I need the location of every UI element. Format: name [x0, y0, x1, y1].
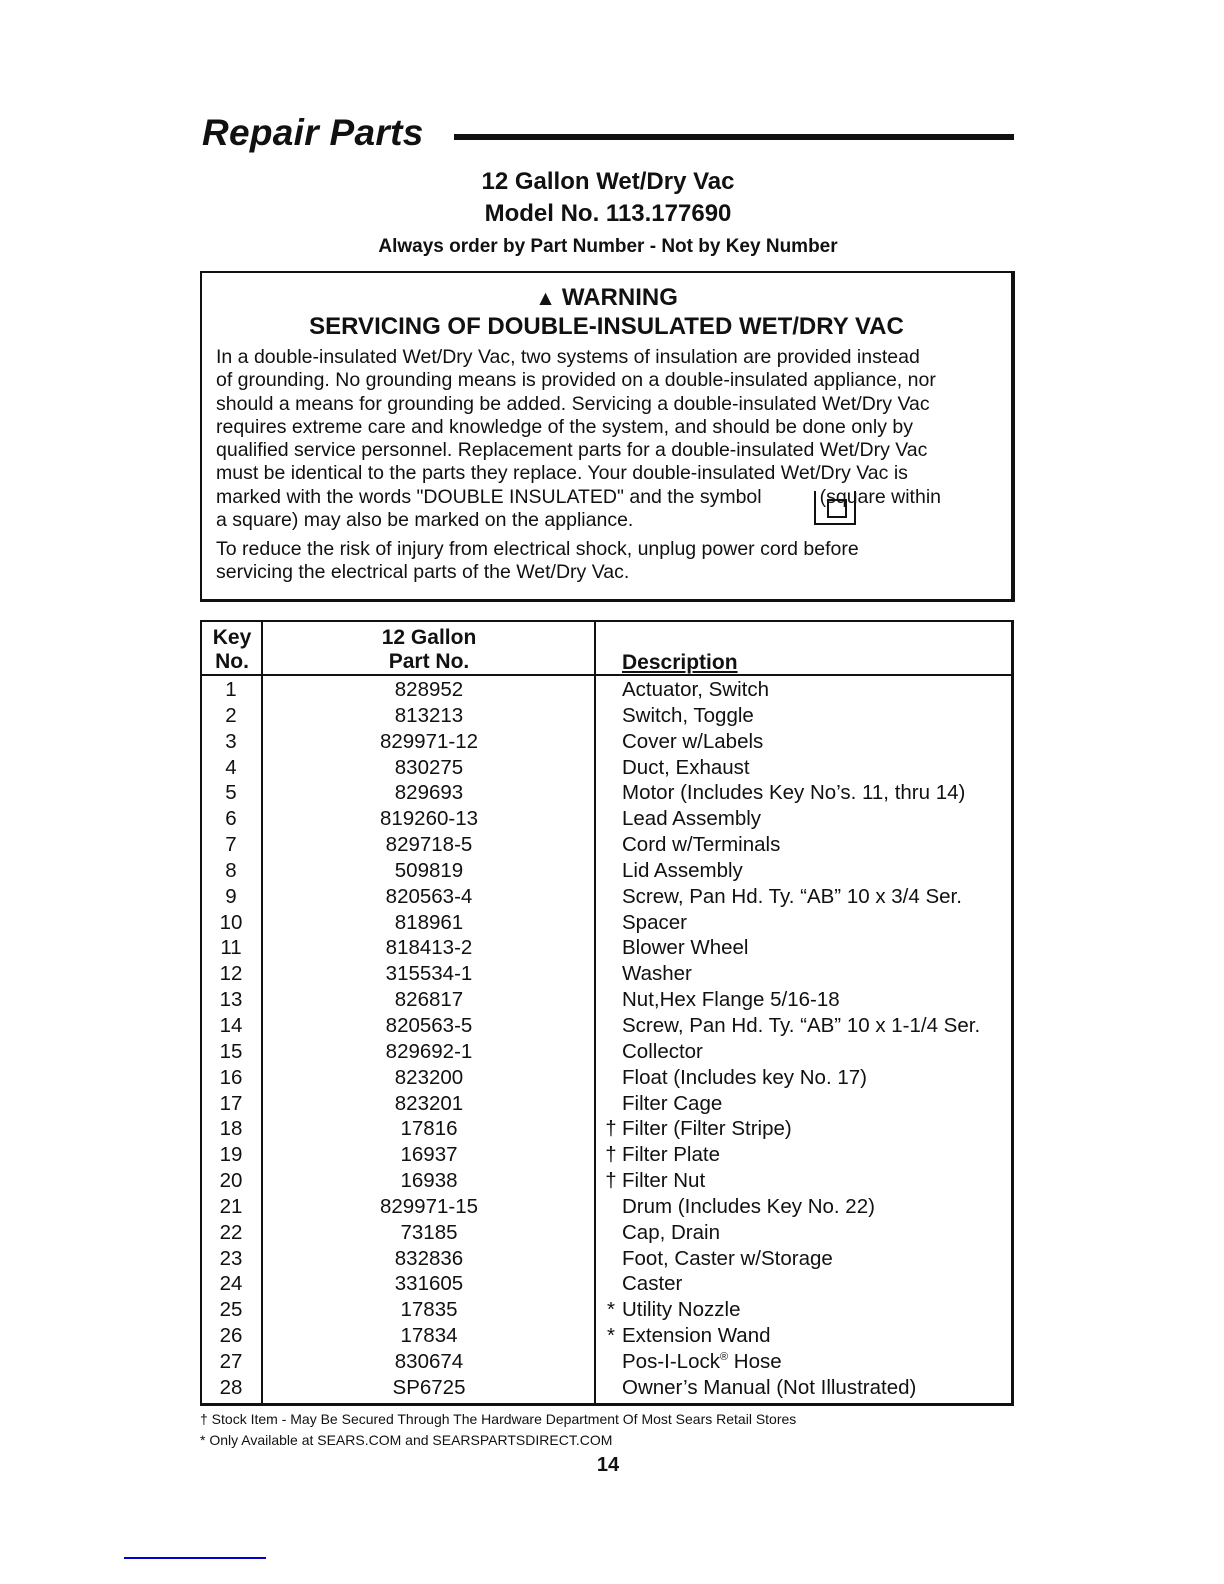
cell-description-text: Screw, Pan Hd. Ty. “AB” 10 x 1-1/4 Ser. [622, 1013, 981, 1037]
cell-part-number: 818961 [394, 910, 464, 934]
table-row [202, 1013, 1011, 1039]
cell-description [622, 1349, 782, 1375]
cell-key: 14 [219, 1013, 243, 1037]
cell-description-text: Filter Nut [622, 1169, 706, 1193]
table-row [202, 910, 1011, 936]
table-row [202, 1297, 1011, 1323]
warning-subtitle: SERVICING OF DOUBLE-INSULATED WET/DRY VAC [309, 313, 904, 340]
cell-description-text: Motor (Includes Key No’s. 11, thru 14) [622, 781, 966, 805]
cell-part-number: 829718-5 [385, 833, 473, 857]
warning-line-symbol [216, 486, 1006, 509]
cell-description-text: Nut,Hex Flange 5/16-18 [622, 988, 840, 1012]
cell-description [622, 755, 750, 781]
cell-description [622, 1116, 792, 1142]
cell-part-number: 16938 [400, 1169, 458, 1193]
cell-part-number: 823201 [394, 1091, 464, 1115]
cell-description-text: Lead Assembly [622, 807, 762, 831]
footnote-stock: † Stock Item - May Be Secured Through The Hardware Department Of Most Sears Retail Stores [200, 1411, 797, 1427]
cell-key: 10 [219, 910, 243, 934]
header-key-line1: Key [212, 626, 252, 649]
warning-line: To reduce the risk of injury from electrical shock, unplug power cord before [216, 538, 859, 560]
cell-key: 25 [219, 1298, 243, 1322]
cell-key: 27 [219, 1349, 243, 1373]
table-row [202, 961, 1011, 987]
cell-part-number: SP6725 [392, 1375, 466, 1399]
cell-key: 22 [219, 1220, 243, 1244]
cell-part-number: 829971-12 [379, 729, 479, 753]
warning-line: servicing the electrical parts of the Wet/Dry Vac. [216, 561, 630, 584]
cell-description [622, 780, 965, 806]
table-row [202, 729, 1011, 755]
warning-line: should a means for grounding be added. Servicing a double-insulated Wet/Dry Vac [216, 392, 930, 415]
warning-line: In a double-insulated Wet/Dry Vac, two systems of insulation are provided instead [216, 346, 920, 368]
warning-line: a square) may also be marked on the appliance. [216, 509, 634, 532]
cell-key: 11 [220, 936, 242, 960]
warning-box [200, 271, 1015, 602]
model-number: Model No. 113.177690 [484, 200, 732, 227]
cell-key: 28 [219, 1375, 243, 1399]
warning-line-part: (square within [819, 485, 941, 508]
cell-part-number: 16937 [400, 1143, 458, 1167]
warning-body [216, 346, 1006, 532]
cell-key: 15 [219, 1039, 243, 1063]
page-number: 14 [596, 1454, 620, 1476]
warning-triangle-icon: ▲ [535, 287, 556, 310]
cell-description [622, 1220, 720, 1246]
table-row [202, 832, 1011, 858]
cell-description-text: Blower Wheel [622, 936, 749, 960]
header-part [264, 626, 594, 674]
cell-description-text: Screw, Pan Hd. Ty. “AB” 10 x 3/4 Ser. [622, 884, 962, 908]
cell-part-number: 813213 [394, 703, 464, 727]
cell-description-text: Cord w/Terminals [622, 833, 781, 857]
cell-part-number: 820563-4 [385, 884, 473, 908]
cell-part-number: 17816 [400, 1117, 458, 1141]
double-insulated-symbol [814, 491, 856, 525]
cell-description [622, 1246, 833, 1272]
table-row [202, 1039, 1011, 1065]
table-row [202, 703, 1011, 729]
parts-table [200, 620, 1014, 1406]
cell-description [622, 1142, 720, 1168]
cell-description [622, 1091, 722, 1117]
cell-description-text: Owner’s Manual (Not Illustrated) [622, 1375, 917, 1399]
table-row [202, 1065, 1011, 1091]
cell-description [622, 1168, 705, 1194]
cell-description [622, 910, 687, 936]
cell-description [622, 1194, 875, 1220]
table-row [202, 1349, 1011, 1375]
cell-part-number: 17834 [400, 1324, 458, 1348]
cell-description [622, 1039, 703, 1065]
cell-key: 3 [225, 729, 237, 753]
cell-description [622, 1065, 867, 1091]
table-row [202, 780, 1011, 806]
cell-description [622, 806, 761, 832]
cell-description-text: Lid Assembly [622, 858, 743, 882]
cell-key: 16 [219, 1065, 243, 1089]
cell-description-text: Switch, Toggle [622, 703, 754, 727]
cell-description [622, 832, 780, 858]
cell-description [622, 1271, 682, 1297]
cell-footnote-mark: † [605, 1143, 617, 1167]
warning-line: qualified service personnel. Replacement parts for a double-insulated Wet/Dry Vac [216, 439, 928, 462]
cell-part-number: 331605 [394, 1272, 464, 1296]
cell-description-text: Extension Wand [622, 1324, 771, 1348]
table-row [202, 806, 1011, 832]
title-rule [454, 134, 1014, 140]
cell-description [622, 703, 754, 729]
registered-mark: ® [719, 1351, 729, 1364]
cell-description-text: Caster [622, 1272, 683, 1296]
header-key [202, 626, 262, 674]
table-row [202, 858, 1011, 884]
table-row [202, 1194, 1011, 1220]
cell-description [622, 1375, 916, 1401]
cell-footnote-mark: * [607, 1298, 615, 1322]
table-row [202, 1271, 1011, 1297]
cell-key: 13 [219, 988, 243, 1012]
bottom-link-line [124, 1557, 266, 1559]
cell-key: 7 [225, 833, 237, 857]
header-key-line2: No. [215, 650, 249, 673]
cell-key: 18 [219, 1117, 243, 1141]
warning-title [202, 284, 1011, 312]
table-row [202, 1091, 1011, 1117]
cell-part-number: 509819 [394, 858, 464, 882]
cell-key: 2 [225, 703, 237, 727]
header-part-line2: Part No. [388, 650, 470, 673]
cell-description-text: Cap, Drain [622, 1220, 720, 1244]
warning-line: must be identical to the parts they replace. Your double-insulated Wet/Dry Vac is [216, 462, 908, 485]
table-row [202, 1246, 1011, 1272]
header-description: Description [622, 651, 738, 674]
header-divider [202, 674, 1011, 676]
header-part-line1: 12 Gallon [381, 626, 477, 649]
cell-description-text: Filter (Filter Stripe) [622, 1117, 792, 1141]
cell-footnote-mark: † [605, 1169, 617, 1193]
cell-description-text: Actuator, Switch [622, 678, 769, 701]
table-row [202, 677, 1011, 703]
table-row [202, 1142, 1011, 1168]
cell-description [622, 858, 743, 884]
cell-key: 19 [219, 1143, 243, 1167]
cell-description [622, 884, 962, 910]
table-row [202, 987, 1011, 1013]
product-subtitle: 12 Gallon Wet/Dry Vac [481, 168, 735, 195]
cell-key: 9 [225, 884, 237, 908]
table-body [202, 677, 1011, 1401]
cell-key: 6 [225, 807, 237, 831]
cell-footnote-mark: * [607, 1324, 615, 1348]
order-note: Always order by Part Number - Not by Key Number [378, 236, 838, 257]
cell-description-suffix: Hose [728, 1349, 782, 1373]
cell-part-number: 829693 [394, 781, 464, 805]
footnote-online: * Only Available at SEARS.COM and SEARSPARTSDIRECT.COM [200, 1432, 613, 1448]
cell-description [622, 935, 748, 961]
cell-part-number: 819260-13 [379, 807, 479, 831]
table-row [202, 1168, 1011, 1194]
table-row [202, 1220, 1011, 1246]
cell-part-number: 826817 [394, 988, 464, 1012]
cell-key: 5 [225, 781, 237, 805]
cell-part-number: 830275 [394, 755, 464, 779]
cell-part-number: 315534-1 [385, 962, 473, 986]
cell-description-text: Filter Cage [622, 1091, 723, 1115]
cell-key: 12 [219, 962, 243, 986]
table-row [202, 755, 1011, 781]
cell-key: 20 [219, 1169, 243, 1193]
cell-part-number: 832836 [394, 1246, 464, 1270]
cell-part-number: 17835 [400, 1298, 458, 1322]
cell-description [622, 677, 769, 703]
cell-part-number: 818413-2 [385, 936, 473, 960]
cell-description-text: Pos-I-Lock [622, 1349, 720, 1373]
table-row [202, 1116, 1011, 1142]
cell-description-text: Duct, Exhaust [622, 755, 750, 779]
cell-description [622, 987, 840, 1013]
cell-description-text: Drum (Includes Key No. 22) [622, 1194, 875, 1218]
cell-part-number: 829971-15 [379, 1194, 479, 1218]
page-title: Repair Parts [202, 112, 424, 153]
table-row [202, 1323, 1011, 1349]
cell-key: 1 [225, 678, 237, 701]
cell-key: 21 [219, 1194, 243, 1218]
cell-description-text: Spacer [622, 910, 687, 934]
cell-part-number: 828952 [394, 678, 464, 701]
double-insulated-inner-square [827, 499, 847, 518]
cell-key: 8 [225, 858, 237, 882]
warning-body-2 [216, 538, 1006, 585]
cell-description [622, 961, 692, 987]
cell-footnote-mark: † [605, 1117, 617, 1141]
cell-part-number: 829692-1 [385, 1039, 473, 1063]
title-row [202, 112, 1014, 162]
cell-description [622, 1013, 980, 1039]
cell-key: 26 [219, 1324, 243, 1348]
cell-part-number: 73185 [400, 1220, 458, 1244]
cell-part-number: 820563-5 [385, 1013, 473, 1037]
table-row [202, 935, 1011, 961]
cell-key: 24 [219, 1272, 243, 1296]
warning-title-text: WARNING [561, 284, 678, 311]
warning-line: of grounding. No grounding means is provided on a double-insulated appliance, nor [216, 369, 936, 392]
cell-description-text: Foot, Caster w/Storage [622, 1246, 833, 1270]
cell-part-number: 830674 [394, 1349, 464, 1373]
cell-key: 17 [219, 1091, 243, 1115]
cell-part-number: 823200 [394, 1065, 464, 1089]
cell-description [622, 729, 763, 755]
warning-line-part: marked with the words "DOUBLE INSULATED" and the symbol [216, 485, 762, 508]
warning-line: requires extreme care and knowledge of the system, and should be done only by [216, 415, 914, 438]
table-row [202, 1375, 1011, 1401]
cell-key: 23 [219, 1246, 243, 1270]
cell-description-text: Washer [622, 962, 692, 986]
cell-description-text: Utility Nozzle [622, 1298, 741, 1322]
cell-description [622, 1323, 771, 1349]
cell-description-text: Filter Plate [622, 1143, 720, 1167]
cell-description [622, 1297, 740, 1323]
cell-description-text: Cover w/Labels [622, 729, 764, 753]
cell-description-text: Float (Includes key No. 17) [622, 1065, 867, 1089]
cell-key: 4 [225, 755, 237, 779]
cell-description-text: Collector [622, 1039, 703, 1063]
table-row [202, 884, 1011, 910]
